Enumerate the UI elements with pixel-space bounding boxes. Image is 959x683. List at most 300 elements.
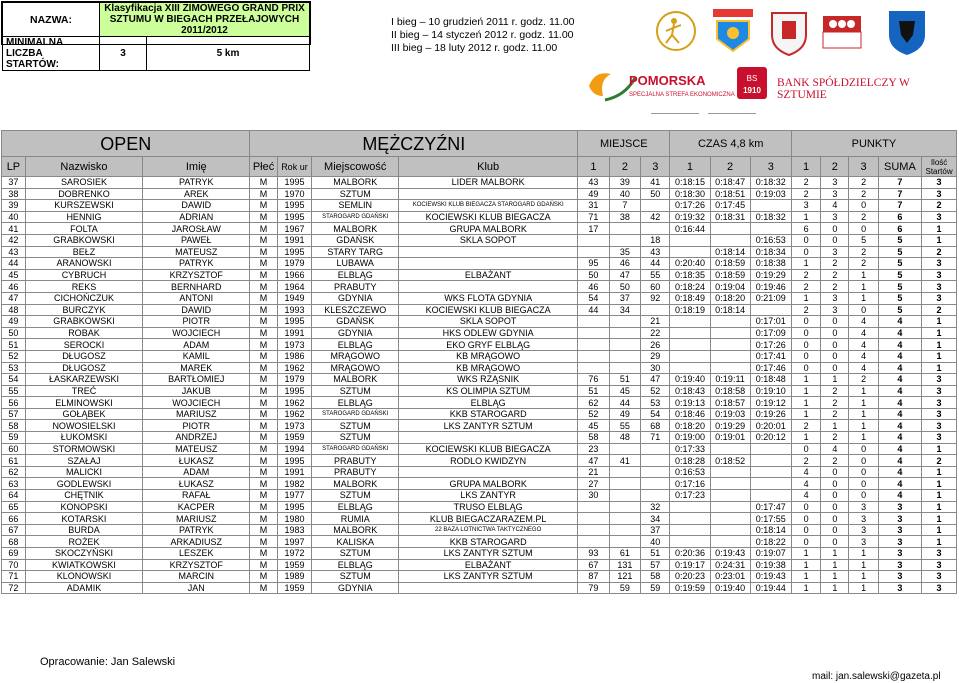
- cell-sum: 6: [878, 211, 921, 223]
- cell-year: 1979: [277, 374, 312, 386]
- cell-surname: ROBAK: [25, 327, 142, 339]
- cell-points-3: 0: [849, 304, 878, 316]
- cell-points-2: 4: [821, 200, 849, 212]
- cell-surname: BEŁZ: [25, 246, 142, 258]
- cell-club: WKS FLOTA GDYNIA: [399, 292, 578, 304]
- table-row: [2, 374, 957, 386]
- cell-city: RUMIA: [312, 513, 399, 525]
- cell-surname: BURCZYK: [25, 304, 142, 316]
- min-starts-label: MINIMALNA LICZBA STARTÓW:: [3, 37, 100, 71]
- cell-year: 1993: [277, 304, 312, 316]
- cell-time-3: 0:20:12: [750, 432, 791, 444]
- cell-year: 1959: [277, 559, 312, 571]
- cell-points-3: 2: [849, 374, 878, 386]
- table-row: [2, 200, 957, 212]
- cell-place-3: 50: [641, 188, 670, 200]
- cell-place-3: 44: [641, 258, 670, 270]
- cell-time-1: 0:16:44: [670, 223, 710, 235]
- cell-city: STAROGARD GDAŃSKI: [312, 408, 399, 420]
- cell-place-2: 34: [609, 304, 640, 316]
- cell-place-1: [578, 513, 609, 525]
- cell-city: STAROGARD GDAŃSKI: [312, 211, 399, 223]
- cell-time-3: 0:19:03: [750, 188, 791, 200]
- cell-time-1: 0:18:30: [670, 188, 710, 200]
- cell-lp: 71: [2, 571, 26, 583]
- cell-name: DAWID: [143, 200, 250, 212]
- cell-points-2: 3: [821, 211, 849, 223]
- cell-starts: 1: [922, 362, 957, 374]
- cell-place-3: 41: [641, 177, 670, 189]
- cell-place-1: 51: [578, 385, 609, 397]
- cell-place-3: 30: [641, 362, 670, 374]
- cell-time-3: [750, 223, 791, 235]
- cell-time-1: 0:16:53: [670, 466, 710, 478]
- cell-points-2: 0: [821, 513, 849, 525]
- table-row: [2, 269, 957, 281]
- cell-starts: 1: [922, 223, 957, 235]
- cell-club: [399, 188, 578, 200]
- cell-time-3: 0:20:01: [750, 420, 791, 432]
- cell-place-2: 61: [609, 548, 640, 560]
- cell-place-2: 37: [609, 292, 640, 304]
- cell-sex: M: [250, 443, 277, 455]
- cell-place-1: 44: [578, 304, 609, 316]
- cell-time-1: 0:18:35: [670, 269, 710, 281]
- cell-place-3: 59: [641, 582, 670, 594]
- col-year: Rok ur: [277, 157, 312, 177]
- cell-points-3: 3: [849, 501, 878, 513]
- cell-sex: M: [250, 536, 277, 548]
- cell-city: KALISKA: [312, 536, 399, 548]
- cell-place-2: [609, 234, 640, 246]
- cell-time-2: 0:19:11: [710, 374, 750, 386]
- cell-sex: M: [250, 327, 277, 339]
- cell-sum: 5: [878, 292, 921, 304]
- cell-city: SZTUM: [312, 490, 399, 502]
- table-row: [2, 327, 957, 339]
- cell-time-2: 0:19:03: [710, 408, 750, 420]
- cell-sex: M: [250, 513, 277, 525]
- cell-year: 1991: [277, 327, 312, 339]
- cell-time-1: 0:19:17: [670, 559, 710, 571]
- cell-points-1: 1: [791, 211, 820, 223]
- cell-time-2: [710, 501, 750, 513]
- cell-points-2: 3: [821, 177, 849, 189]
- cell-place-3: 71: [641, 432, 670, 444]
- cell-points-2: 0: [821, 223, 849, 235]
- table-row: [2, 432, 957, 444]
- cell-time-2: [710, 350, 750, 362]
- cell-name: WOJCIECH: [143, 327, 250, 339]
- table-row: [2, 234, 957, 246]
- cell-club: LKS ZANTYR SZTUM: [399, 548, 578, 560]
- cell-sex: M: [250, 501, 277, 513]
- cell-lp: 45: [2, 269, 26, 281]
- cell-time-3: 0:19:12: [750, 397, 791, 409]
- cell-sex: M: [250, 362, 277, 374]
- prepared-by: Opracowanie: Jan Salewski: [40, 656, 176, 668]
- cell-place-1: 31: [578, 200, 609, 212]
- cell-name: MARCIN: [143, 571, 250, 583]
- cell-time-1: 0:17:33: [670, 443, 710, 455]
- cell-surname: SKOCZYŃSKI: [25, 548, 142, 560]
- cell-surname: GOŁĄBEK: [25, 408, 142, 420]
- cell-name: BERNHARD: [143, 281, 250, 293]
- cell-place-1: 49: [578, 188, 609, 200]
- cell-points-2: 0: [821, 524, 849, 536]
- cell-points-3: 4: [849, 316, 878, 328]
- cell-lp: 58: [2, 420, 26, 432]
- cell-points-1: 2: [791, 269, 820, 281]
- cell-name: KACPER: [143, 501, 250, 513]
- cell-year: 1980: [277, 513, 312, 525]
- cell-sum: 4: [878, 455, 921, 467]
- cell-points-1: 1: [791, 548, 820, 560]
- cell-lp: 70: [2, 559, 26, 571]
- cell-place-1: 52: [578, 408, 609, 420]
- cell-place-3: 51: [641, 548, 670, 560]
- cell-year: 1991: [277, 466, 312, 478]
- cell-sex: M: [250, 223, 277, 235]
- cell-club: [399, 246, 578, 258]
- cell-time-3: 0:19:44: [750, 582, 791, 594]
- cell-place-3: 26: [641, 339, 670, 351]
- cell-points-3: 0: [849, 223, 878, 235]
- cell-place-1: 46: [578, 281, 609, 293]
- cell-city: MALBORK: [312, 478, 399, 490]
- cell-sum: 4: [878, 443, 921, 455]
- cell-place-1: 50: [578, 269, 609, 281]
- table-row: [2, 211, 957, 223]
- cell-name: ARKADIUSZ: [143, 536, 250, 548]
- cell-city: SZTUM: [312, 188, 399, 200]
- cell-lp: 61: [2, 455, 26, 467]
- cell-time-3: 0:19:38: [750, 559, 791, 571]
- cell-points-3: 1: [849, 385, 878, 397]
- cell-points-2: 1: [821, 374, 849, 386]
- cell-name: ŁUKASZ: [143, 455, 250, 467]
- cell-points-2: 1: [821, 420, 849, 432]
- cell-time-2: 0:18:52: [710, 455, 750, 467]
- cell-place-3: [641, 466, 670, 478]
- col-points-1: 1: [791, 157, 820, 177]
- cell-place-3: 43: [641, 246, 670, 258]
- cell-place-2: [609, 466, 640, 478]
- cell-place-2: [609, 362, 640, 374]
- cell-time-2: 0:17:45: [710, 200, 750, 212]
- cell-starts: 3: [922, 408, 957, 420]
- cell-starts: 2: [922, 246, 957, 258]
- table-row: [2, 281, 957, 293]
- cell-points-3: 2: [849, 258, 878, 270]
- race-date-1: I bieg – 10 grudzień 2011 r. godz. 11.00: [391, 16, 575, 28]
- cell-points-3: 1: [849, 269, 878, 281]
- cell-city: GDYNIA: [312, 327, 399, 339]
- cell-time-3: 0:18:32: [750, 177, 791, 189]
- cell-surname: ŁUKOMSKI: [25, 432, 142, 444]
- cell-points-2: 3: [821, 304, 849, 316]
- cell-sum: 4: [878, 327, 921, 339]
- points-header: PUNKTY: [791, 131, 956, 157]
- cell-sum: 5: [878, 269, 921, 281]
- cell-starts: 3: [922, 420, 957, 432]
- cell-sex: M: [250, 211, 277, 223]
- cell-place-2: 47: [609, 269, 640, 281]
- cell-starts: 3: [922, 571, 957, 583]
- cell-starts: 3: [922, 559, 957, 571]
- cell-place-3: 53: [641, 397, 670, 409]
- contact-email: mail: jan.salewski@gazeta.pl: [812, 671, 941, 682]
- cell-club: LIDER MALBORK: [399, 177, 578, 189]
- cell-points-2: 2: [821, 281, 849, 293]
- cell-points-2: 1: [821, 571, 849, 583]
- cell-club: ELBAŻANT: [399, 269, 578, 281]
- cell-lp: 57: [2, 408, 26, 420]
- col-place-1: 1: [578, 157, 609, 177]
- cell-name: BARTŁOMIEJ: [143, 374, 250, 386]
- cell-surname: FOLTA: [25, 223, 142, 235]
- cell-year: 1995: [277, 501, 312, 513]
- results-table: [1, 130, 957, 594]
- cell-time-1: 0:20:23: [670, 571, 710, 583]
- cell-place-1: [578, 316, 609, 328]
- cell-sex: M: [250, 177, 277, 189]
- cell-surname: TREĆ: [25, 385, 142, 397]
- cell-city: PRABUTY: [312, 281, 399, 293]
- cell-starts: 3: [922, 432, 957, 444]
- cell-lp: 72: [2, 582, 26, 594]
- table-row: [2, 350, 957, 362]
- cell-place-1: 76: [578, 374, 609, 386]
- table-row: [2, 408, 957, 420]
- cell-surname: ROŻEK: [25, 536, 142, 548]
- nazwa-label: NAZWA:: [3, 3, 100, 37]
- cell-starts: 3: [922, 582, 957, 594]
- cell-points-1: 1: [791, 408, 820, 420]
- cell-starts: 3: [922, 397, 957, 409]
- cell-points-3: 1: [849, 548, 878, 560]
- cell-points-2: 2: [821, 455, 849, 467]
- cell-time-1: [670, 513, 710, 525]
- cell-points-2: 2: [821, 432, 849, 444]
- cell-points-3: 0: [849, 478, 878, 490]
- cell-club: KS OLIMPIA SZTUM: [399, 385, 578, 397]
- cell-lp: 63: [2, 478, 26, 490]
- cell-sum: 3: [878, 501, 921, 513]
- cell-time-3: 0:18:22: [750, 536, 791, 548]
- cell-club: EKO GRYF ELBLĄG: [399, 339, 578, 351]
- cell-year: 1995: [277, 177, 312, 189]
- cell-place-1: [578, 339, 609, 351]
- cell-place-2: 40: [609, 188, 640, 200]
- cell-year: 1959: [277, 432, 312, 444]
- cell-sum: 4: [878, 362, 921, 374]
- cell-year: 1995: [277, 455, 312, 467]
- cell-year: 1994: [277, 443, 312, 455]
- race-info-box: [1, 1, 311, 70]
- cell-year: 1970: [277, 188, 312, 200]
- cell-year: 1962: [277, 362, 312, 374]
- col-starts: Ilość Startów: [922, 157, 957, 177]
- cell-year: 1967: [277, 223, 312, 235]
- cell-time-1: [670, 234, 710, 246]
- cell-city: LUBAWA: [312, 258, 399, 270]
- table-row: [2, 443, 957, 455]
- cell-place-3: 37: [641, 524, 670, 536]
- cell-sex: M: [250, 385, 277, 397]
- cell-points-1: 1: [791, 374, 820, 386]
- cell-points-1: 1: [791, 385, 820, 397]
- cell-time-3: 0:21:09: [750, 292, 791, 304]
- cell-points-3: 2: [849, 177, 878, 189]
- cell-points-1: 0: [791, 316, 820, 328]
- cell-surname: DŁUGOSZ: [25, 350, 142, 362]
- cell-club: [399, 432, 578, 444]
- cell-club: KOCIEWSKI KLUB BIEGACZA: [399, 211, 578, 223]
- cell-time-1: 0:17:23: [670, 490, 710, 502]
- cell-place-2: [609, 536, 640, 548]
- header-row-2: [2, 157, 957, 177]
- cell-place-3: 92: [641, 292, 670, 304]
- cell-time-1: [670, 501, 710, 513]
- cell-points-1: 0: [791, 246, 820, 258]
- cell-surname: CYBRUCH: [25, 269, 142, 281]
- cell-lp: 44: [2, 258, 26, 270]
- cell-time-2: [710, 490, 750, 502]
- cell-points-1: 0: [791, 234, 820, 246]
- cell-sex: M: [250, 339, 277, 351]
- cell-lp: 67: [2, 524, 26, 536]
- cell-sex: M: [250, 200, 277, 212]
- cell-time-2: 0:19:01: [710, 432, 750, 444]
- cell-year: 1949: [277, 292, 312, 304]
- cell-year: 1991: [277, 234, 312, 246]
- cell-name: MATEUSZ: [143, 246, 250, 258]
- cell-time-3: 0:17:09: [750, 327, 791, 339]
- cell-year: 1986: [277, 350, 312, 362]
- cell-sum: 3: [878, 571, 921, 583]
- cell-surname: SEROCKI: [25, 339, 142, 351]
- cell-place-3: [641, 490, 670, 502]
- table-row: [2, 582, 957, 594]
- cell-starts: 3: [922, 258, 957, 270]
- cell-city: ELBLĄG: [312, 269, 399, 281]
- cell-club: TRUSO ELBLĄG: [399, 501, 578, 513]
- cell-place-2: [609, 316, 640, 328]
- cell-name: LESZEK: [143, 548, 250, 560]
- cell-sum: 4: [878, 339, 921, 351]
- cell-year: 1972: [277, 548, 312, 560]
- cell-place-1: 23: [578, 443, 609, 455]
- cell-lp: 52: [2, 350, 26, 362]
- cell-club: GRUPA MALBORK: [399, 223, 578, 235]
- cell-points-1: 1: [791, 571, 820, 583]
- cell-place-2: 44: [609, 397, 640, 409]
- cell-time-3: 0:17:47: [750, 501, 791, 513]
- cell-points-1: 2: [791, 177, 820, 189]
- cell-time-1: 0:18:15: [670, 177, 710, 189]
- table-row: [2, 420, 957, 432]
- cell-lp: 66: [2, 513, 26, 525]
- cell-time-3: 0:19:46: [750, 281, 791, 293]
- cell-points-1: 0: [791, 443, 820, 455]
- cell-sum: 3: [878, 559, 921, 571]
- cell-time-3: 0:18:32: [750, 211, 791, 223]
- cell-name: PATRYK: [143, 524, 250, 536]
- cell-year: 1997: [277, 536, 312, 548]
- cell-points-2: 3: [821, 292, 849, 304]
- col-club: Klub: [399, 157, 578, 177]
- cell-name: ANTONI: [143, 292, 250, 304]
- cell-time-1: 0:18:43: [670, 385, 710, 397]
- cell-time-1: [670, 339, 710, 351]
- cell-place-2: 51: [609, 374, 640, 386]
- cell-time-2: 0:18:14: [710, 246, 750, 258]
- cell-points-3: 2: [849, 188, 878, 200]
- cell-starts: 3: [922, 385, 957, 397]
- table-row: [2, 490, 957, 502]
- cell-place-1: 27: [578, 478, 609, 490]
- cell-points-3: 4: [849, 362, 878, 374]
- cell-time-3: 0:19:26: [750, 408, 791, 420]
- cell-city: MALBORK: [312, 374, 399, 386]
- cell-time-3: 0:19:29: [750, 269, 791, 281]
- cell-club: KOCIEWSKI KLUB BIEGACZA: [399, 443, 578, 455]
- cell-surname: MALICKI: [25, 466, 142, 478]
- cell-city: ELBLĄG: [312, 559, 399, 571]
- cell-points-1: 2: [791, 188, 820, 200]
- cell-surname: KURSZEWSKI: [25, 200, 142, 212]
- cell-points-1: 0: [791, 327, 820, 339]
- cell-city: MRĄGOWO: [312, 362, 399, 374]
- cell-place-1: 21: [578, 466, 609, 478]
- cell-club: [399, 466, 578, 478]
- cell-city: SZTUM: [312, 420, 399, 432]
- cell-city: SZTUM: [312, 432, 399, 444]
- cell-place-1: 17: [578, 223, 609, 235]
- cell-sum: 4: [878, 420, 921, 432]
- cell-points-1: 0: [791, 501, 820, 513]
- cell-points-3: 0: [849, 200, 878, 212]
- cell-time-1: 0:18:20: [670, 420, 710, 432]
- cell-place-3: 58: [641, 571, 670, 583]
- cell-name: RAFAŁ: [143, 490, 250, 502]
- cell-time-2: 0:23:01: [710, 571, 750, 583]
- cell-time-1: [670, 524, 710, 536]
- cell-time-1: 0:18:46: [670, 408, 710, 420]
- cell-sum: 4: [878, 432, 921, 444]
- cell-place-1: [578, 501, 609, 513]
- col-time-1: 1: [670, 157, 710, 177]
- cell-place-1: 58: [578, 432, 609, 444]
- cell-starts: 3: [922, 292, 957, 304]
- svg-text:SPECJALNA STREFA EKONOMICZNA: SPECJALNA STREFA EKONOMICZNA: [629, 92, 735, 98]
- cell-club: KOCIEWSKI KLUB BIEGACZA: [399, 304, 578, 316]
- cell-lp: 59: [2, 432, 26, 444]
- cell-name: KAMIL: [143, 350, 250, 362]
- cell-city: GDYNIA: [312, 292, 399, 304]
- cell-year: 1962: [277, 408, 312, 420]
- cell-place-1: [578, 234, 609, 246]
- cell-points-1: 4: [791, 478, 820, 490]
- cell-points-3: 1: [849, 571, 878, 583]
- runners-club-logo: [652, 9, 702, 55]
- cell-sum: 3: [878, 548, 921, 560]
- cell-lp: 41: [2, 223, 26, 235]
- cell-points-2: 1: [821, 559, 849, 571]
- col-points-3: 3: [849, 157, 878, 177]
- cell-place-3: [641, 478, 670, 490]
